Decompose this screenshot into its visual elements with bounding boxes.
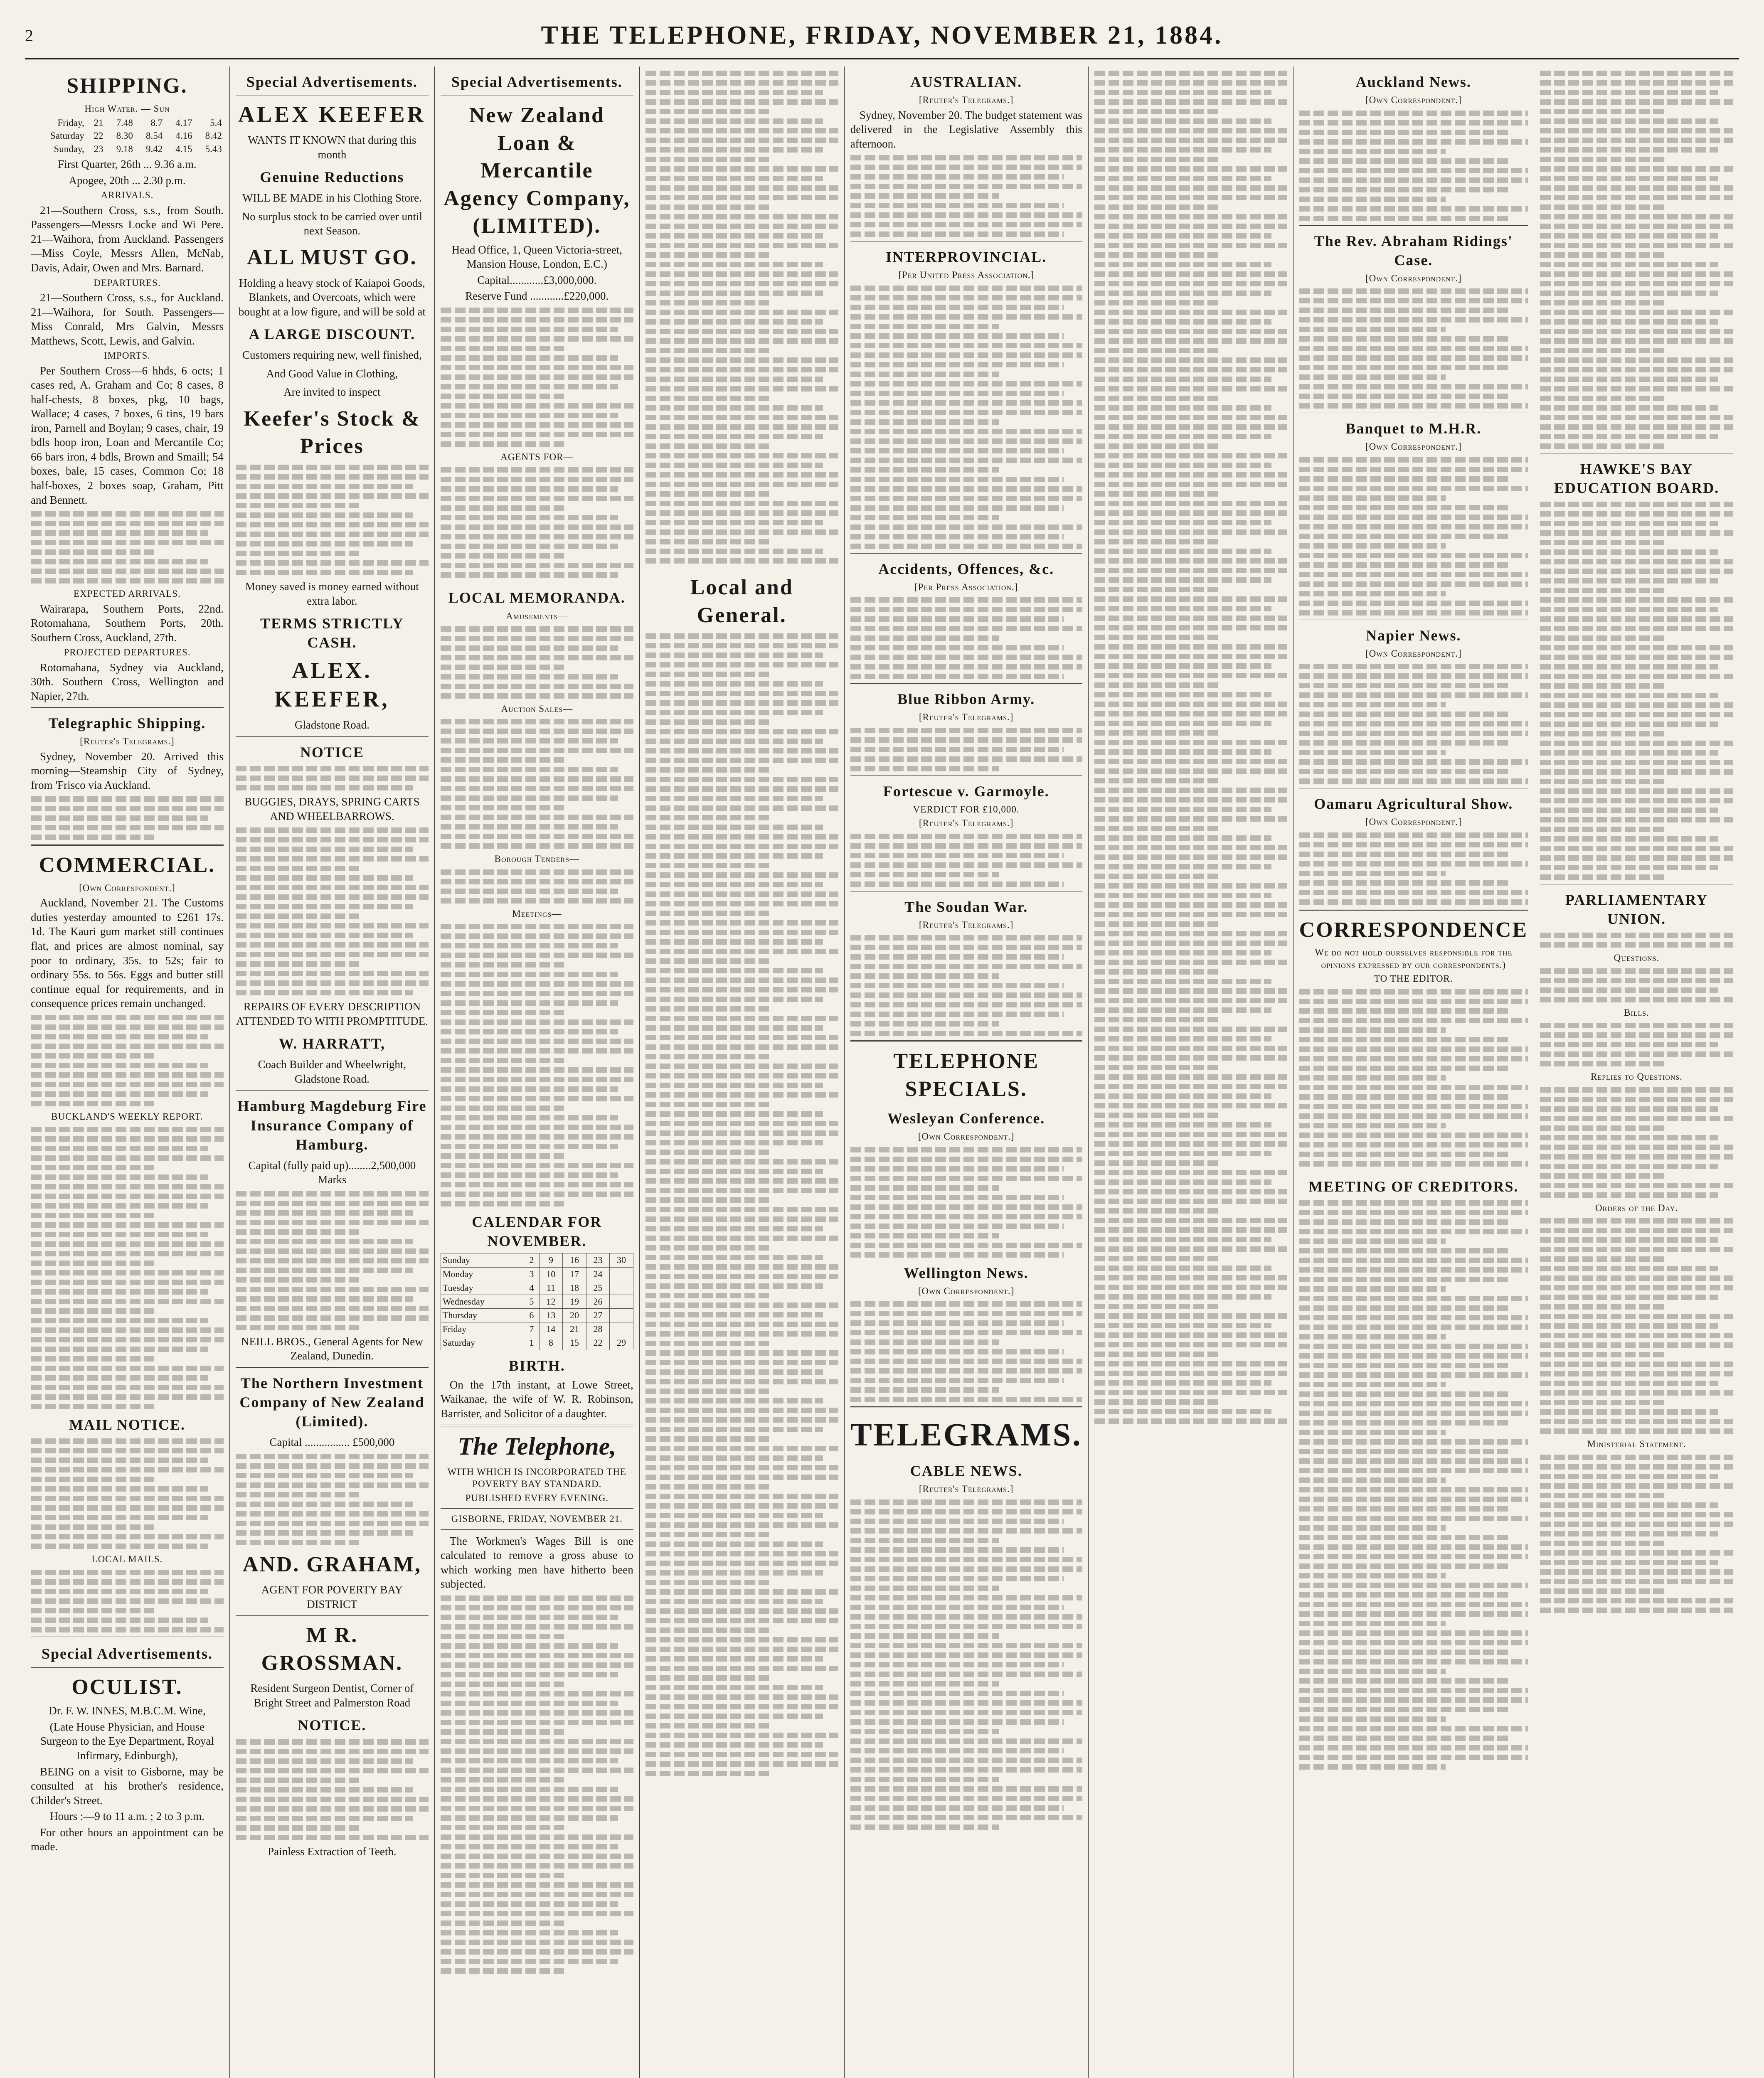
- projected-heading: PROJECTED DEPARTURES.: [64, 647, 191, 658]
- nz-loan-capital: Capital............£3,000,000.: [477, 273, 597, 286]
- cal-cell: 18: [563, 1281, 586, 1295]
- text-filler: [1540, 968, 1733, 1002]
- cal-cell: 20: [563, 1309, 586, 1322]
- tide-cell: Sunday,: [54, 143, 84, 154]
- text-filler: [1299, 989, 1528, 1167]
- cal-cell: 24: [586, 1267, 610, 1281]
- text-filler: [850, 935, 1082, 1036]
- cal-cell: 28: [586, 1322, 610, 1336]
- oculist-sub: (Late House Physician, and House Surgeon to the Eye Department, Royal Infirmary, Edinburgh),: [40, 1720, 214, 1762]
- text-filler: [441, 869, 633, 904]
- ad-line: REPAIRS OF EVERY DESCRIPTION ATTENDED TO WITH PROMPTITUDE.: [236, 1000, 428, 1027]
- source-line: [Own Correspondent.]: [1365, 95, 1462, 106]
- memo-sub: Borough Tenders—: [494, 854, 580, 864]
- cal-cell: Saturday: [441, 1336, 524, 1350]
- source-line: [Reuter's Telegrams.]: [919, 919, 1014, 930]
- text-filler: [31, 796, 224, 840]
- cal-cell: 3: [524, 1267, 539, 1281]
- text-filler: [1540, 1023, 1733, 1066]
- hamburg-heading: Hamburg Magdeburg Fire Insurance Company of Hamburg.: [237, 1098, 427, 1153]
- tide-cell: 8.7: [150, 117, 163, 128]
- correspondence-to: TO THE EDITOR.: [1374, 973, 1453, 984]
- memo-sub: Meetings—: [512, 908, 562, 919]
- source-line: [Reuter's Telegrams.]: [919, 1484, 1014, 1494]
- local-mails-heading: LOCAL MAILS.: [91, 1554, 163, 1565]
- cal-cell: 4: [524, 1281, 539, 1295]
- text-filler: [850, 728, 1082, 771]
- imports-text: Per Southern Cross—6 hhds, 6 octs; 1 cases red, A. Graham and Co; 8 cases, 8 half-chests, 8 boxes, pkg, 10 bags, Wallace; 4 cases, 7 boxes, 6 tins, 19 bars iron, Parnell and Boylan; 9 cases, chair, 19 bdls hoop iron, Loan and Mercantile Co; 66 bars iron, 4 bdls, Brown and Smaill; 54 boxes, bale, 15 cases, Common Co; 18 half-boxes, 2 boxes soap, Graham, Pitt and Bennett.: [31, 364, 224, 506]
- oamaru-heading: Oamaru Agricultural Show.: [1314, 795, 1513, 812]
- text-filler: [1299, 457, 1528, 616]
- cal-cell: 12: [539, 1295, 563, 1308]
- ad-line: Keefer's Stock & Prices: [243, 406, 421, 458]
- text-filler: [236, 766, 429, 790]
- tide-cell: 8.54: [145, 130, 163, 141]
- parliamentary-heading: PARLIAMENTARY UNION.: [1565, 891, 1708, 928]
- fortescue-verdict: VERDICT FOR £10,000.: [913, 804, 1020, 815]
- cal-cell: 22: [586, 1336, 610, 1350]
- memo-sub: Amusements—: [506, 611, 568, 621]
- article-text: Sydney, November 20. The budget statement was delivered in the Legislative Assembly this afternoon.: [850, 108, 1082, 150]
- text-filler: [31, 1127, 224, 1409]
- tide-cell: 22: [94, 130, 103, 141]
- divider: [236, 736, 429, 737]
- cal-cell: 8: [539, 1336, 563, 1350]
- cal-cell: 21: [563, 1322, 586, 1336]
- cal-cell: 27: [586, 1309, 610, 1322]
- cal-cell: 16: [563, 1253, 586, 1267]
- parl-sub: Replies to Questions.: [1591, 1071, 1683, 1082]
- moon-phase: Apogee, 20th ... 2.30 p.m.: [69, 174, 186, 187]
- column-1: [25, 66, 230, 2078]
- parl-sub: Questions.: [1614, 953, 1660, 963]
- telegraphic-shipping-heading: Telegraphic Shipping.: [48, 715, 206, 732]
- source-line: [Own Correspondent.]: [1365, 817, 1462, 827]
- text-filler: [850, 1301, 1082, 1402]
- moon-phase: First Quarter, 26th ... 9.36 a.m.: [58, 158, 197, 171]
- cal-cell: 1: [524, 1336, 539, 1350]
- text-filler: [1299, 1200, 1528, 1770]
- tide-cell: 4.16: [175, 130, 192, 141]
- source-line: [Own Correspondent.]: [918, 1131, 1015, 1142]
- cal-cell: 30: [610, 1253, 633, 1267]
- special-ads-heading: Special Advertisements.: [41, 1645, 213, 1662]
- table-row: [441, 1253, 633, 1267]
- cal-cell: 19: [563, 1295, 586, 1308]
- text-filler: [1299, 664, 1528, 784]
- text-filler: [236, 1739, 429, 1840]
- source-line: [Per United Press Association.]: [898, 270, 1035, 281]
- divider: [236, 1367, 429, 1368]
- grossman-footer: Painless Extraction of Teeth.: [268, 1845, 397, 1858]
- text-filler: [850, 286, 1082, 549]
- cal-cell: 11: [539, 1281, 563, 1295]
- cal-cell: [610, 1309, 633, 1322]
- tide-cell: 4.17: [175, 117, 192, 128]
- birth-text: On the 17th instant, at Lowe Street, Waikanae, the wife of W. R. Robinson, Barrister, and Solicitor of a daughter.: [440, 1378, 633, 1420]
- ad-line: ALL MUST GO.: [247, 246, 417, 269]
- local-memo-heading: LOCAL MEMORANDA.: [448, 589, 626, 606]
- specials-heading: TELEPHONE SPECIALS.: [893, 1049, 1039, 1101]
- ad-line: A LARGE DISCOUNT.: [249, 326, 416, 343]
- special-ads-heading: Special Advertisements.: [451, 74, 623, 90]
- local-general-heading: Local and General.: [690, 576, 793, 627]
- ad-line: TERMS STRICTLY CASH.: [260, 615, 404, 651]
- page-number: 2: [25, 26, 33, 45]
- calendar-table: [441, 1253, 633, 1350]
- oculist-text: BEING on a visit to Gisborne, may be consulted at his brother's residence, Childer's Street.: [31, 1765, 224, 1807]
- cal-cell: Sunday: [441, 1253, 524, 1267]
- oculist-heading: OCULIST.: [71, 1675, 183, 1699]
- text-filler: [441, 719, 633, 849]
- tide-cell: 7.48: [116, 117, 133, 128]
- divider: [441, 1425, 633, 1426]
- ad-line: And Good Value in Clothing,: [266, 367, 398, 380]
- soudan-heading: The Soudan War.: [904, 898, 1028, 915]
- keefer-address: Gladstone Road.: [294, 719, 370, 731]
- divider: [236, 1615, 429, 1616]
- table-row: [31, 129, 224, 142]
- abraham-heading: The Rev. Abraham Ridings' Case.: [1314, 232, 1513, 268]
- ad-line: No surplus stock to be carried over until next Season.: [241, 210, 422, 237]
- source-line: [Reuter's Telegrams.]: [80, 736, 175, 747]
- nz-loan-heading: New Zealand Loan & Mercantile Agency Company, (LIMITED).: [443, 103, 631, 238]
- ad-line: Genuine Reductions: [260, 169, 404, 186]
- text-filler: [236, 827, 429, 995]
- cal-cell: 9: [539, 1253, 563, 1267]
- tide-table: [31, 116, 224, 155]
- telegrams-heading: TELEGRAMS.: [850, 1416, 1082, 1453]
- column-5: [845, 66, 1089, 2078]
- expected-heading: EXPECTED ARRIVALS.: [74, 588, 181, 599]
- tide-caption: High Water. — Sun: [84, 103, 170, 114]
- divider: [1299, 225, 1528, 226]
- text-filler: [1540, 502, 1733, 880]
- cal-cell: Tuesday: [441, 1281, 524, 1295]
- napier-news-heading: Napier News.: [1366, 627, 1461, 644]
- departures-heading: DEPARTURES.: [94, 277, 161, 288]
- cal-cell: [610, 1281, 633, 1295]
- source-line: [Own Correspondent.]: [1365, 273, 1462, 283]
- correspondence-heading: CORRESPONDENCE: [1299, 918, 1528, 942]
- divider: [441, 1508, 633, 1509]
- divider: [850, 553, 1082, 554]
- text-filler: [645, 633, 838, 1776]
- blue-ribbon-heading: Blue Ribbon Army.: [897, 691, 1035, 708]
- column-4: [640, 66, 845, 2078]
- tide-cell: 21: [94, 117, 103, 128]
- harratt-address: Coach Builder and Wheelwright, Gladstone Road.: [258, 1058, 407, 1085]
- keefer-signature: ALEX. KEEFER,: [274, 658, 390, 712]
- auckland-news-heading: Auckland News.: [1355, 74, 1471, 90]
- hamburg-capital: Capital (fully paid up)........2,500,000 Marks: [248, 1159, 416, 1186]
- buckland-heading: BUCKLAND'S WEEKLY REPORT.: [51, 1111, 203, 1122]
- tide-cell: 4.15: [175, 143, 192, 154]
- table-row: [31, 116, 224, 129]
- text-filler: [1299, 288, 1528, 409]
- table-row: [441, 1309, 633, 1322]
- text-filler: [441, 467, 633, 578]
- ad-line: WANTS IT KNOWN that during this month: [248, 134, 416, 161]
- northern-capital: Capital ................ £500,000: [269, 1436, 395, 1449]
- wellington-heading: Wellington News.: [904, 1264, 1029, 1281]
- accidents-heading: Accidents, Offences, &c.: [878, 560, 1054, 577]
- text-filler: [850, 597, 1082, 679]
- cal-cell: 5: [524, 1295, 539, 1308]
- text-filler: [1540, 1455, 1733, 1613]
- cal-cell: 15: [563, 1336, 586, 1350]
- ad-line: Are invited to inspect: [283, 386, 381, 399]
- source-line: [Reuter's Telegrams.]: [919, 95, 1014, 106]
- arrivals-heading: ARRIVALS.: [101, 190, 154, 201]
- projected-text: Rotomahana, Sydney via Auckland, 30th. Southern Cross, Wellington and Napier, 27th.: [31, 661, 224, 702]
- tide-cell: 8.42: [205, 130, 222, 141]
- oculist-name: Dr. F. W. INNES, M.B.C.M. Wine,: [49, 1704, 206, 1717]
- text-filler: [1094, 71, 1287, 1424]
- telephone-pub: PUBLISHED EVERY EVENING.: [465, 1492, 609, 1503]
- text-filler: [1299, 832, 1528, 905]
- divider: [850, 1406, 1082, 1408]
- tide-cell: 8.30: [116, 130, 133, 141]
- grossman-name: M R. GROSSMAN.: [261, 1623, 403, 1675]
- creditors-heading: MEETING OF CREDITORS.: [1308, 1178, 1519, 1195]
- wesleyan-heading: Wesleyan Conference.: [887, 1110, 1045, 1127]
- divider: [236, 1090, 429, 1091]
- tide-cell: Friday,: [57, 117, 84, 128]
- cal-cell: Wednesday: [441, 1295, 524, 1308]
- telephone-tag: WITH WHICH IS INCORPORATED THE POVERTY BAY STANDARD.: [447, 1467, 626, 1490]
- parl-sub: Ministerial Statement.: [1587, 1439, 1686, 1450]
- table-row: [441, 1281, 633, 1295]
- tide-cell: 5.43: [205, 143, 222, 154]
- source-line: [Reuter's Telegrams.]: [919, 818, 1014, 829]
- source-line: [Per Press Association.]: [914, 581, 1018, 592]
- cal-cell: [610, 1267, 633, 1281]
- cal-cell: 29: [610, 1336, 633, 1350]
- cal-cell: 10: [539, 1267, 563, 1281]
- text-filler: [236, 1191, 429, 1330]
- cal-cell: Monday: [441, 1267, 524, 1281]
- australian-heading: AUSTRALIAN.: [910, 74, 1022, 90]
- grossman-notice: NOTICE.: [298, 1717, 367, 1734]
- memo-sub: Auction Sales—: [501, 703, 573, 714]
- tide-cell: 9.18: [116, 143, 133, 154]
- ad-line: Money saved is money earned without extra labor.: [245, 580, 419, 607]
- table-row: [441, 1322, 633, 1336]
- text-filler: [645, 71, 838, 564]
- text-filler: [441, 626, 633, 699]
- column-7: [1293, 66, 1535, 2078]
- source-line: [Own Correspondent.]: [918, 1285, 1015, 1296]
- text-filler: [850, 834, 1082, 887]
- source-line: [Reuter's Telegrams.]: [919, 712, 1014, 723]
- text-filler: [441, 924, 633, 1206]
- hamburg-agent: NEILL BROS., General Agents for New Zealand, Dunedin.: [241, 1335, 423, 1362]
- divider: [31, 707, 224, 708]
- imports-heading: IMPORTS.: [103, 350, 150, 361]
- oculist-footer: For other hours an appointment can be made.: [31, 1826, 224, 1853]
- text-filler: [1540, 1218, 1733, 1434]
- columns: [25, 66, 1739, 2078]
- hawkes-bay-heading: HAWKE'S BAY EDUCATION BOARD.: [1554, 460, 1720, 497]
- text-filler: [31, 511, 224, 584]
- column-2: [230, 66, 435, 2078]
- nz-loan-office: Head Office, 1, Queen Victoria-street, Mansion House, London, E.C.): [451, 243, 623, 271]
- telephone-dateline: GISBORNE, FRIDAY, NOVEMBER 21.: [451, 1514, 623, 1524]
- cal-cell: [610, 1295, 633, 1308]
- cal-cell: Friday: [441, 1322, 524, 1336]
- expected-text: Wairarapa, Southern Ports, 22nd. Rotomahana, Southern Ports, 20th. Southern Cross, Auckland, 27th.: [31, 602, 224, 644]
- cal-cell: 23: [586, 1253, 610, 1267]
- interprovincial-heading: INTERPROVINCIAL.: [886, 249, 1047, 266]
- graham-name: AND. GRAHAM,: [242, 1552, 422, 1576]
- northern-heading: The Northern Investment Company of New Zealand (Limited).: [239, 1374, 425, 1430]
- shipping-heading: SHIPPING.: [67, 74, 188, 98]
- cal-cell: 7: [524, 1322, 539, 1336]
- text-filler: [1540, 1087, 1733, 1198]
- cal-cell: 14: [539, 1322, 563, 1336]
- masthead: [25, 12, 1739, 59]
- tide-cell: 9.42: [145, 143, 163, 154]
- nz-loan-reserve: Reserve Fund ............£220,000.: [465, 290, 609, 303]
- masthead-title: THE TELEPHONE, FRIDAY, NOVEMBER 21, 1884.: [541, 21, 1223, 49]
- ad-line: Customers requiring new, well finished,: [242, 349, 422, 362]
- arrivals-text: 21—Southern Cross, s.s., from South. Passengers—Messrs Locke and Wi Pere. 21—Waihora, from Auckland. Passengers—Miss Coyle, Messrs Allen, McNab, Davis, Adair, Owen and Mrs. Barnard.: [31, 204, 224, 274]
- text-filler: [1540, 71, 1733, 449]
- harratt-signature: W. HARRATT,: [278, 1035, 386, 1052]
- divider: [850, 1040, 1082, 1042]
- parl-sub: Bills.: [1624, 1007, 1649, 1018]
- mail-notice-heading: MAIL NOTICE.: [69, 1416, 185, 1433]
- column-3: [435, 66, 640, 2078]
- agents-heading: AGENTS FOR—: [500, 452, 574, 462]
- commercial-heading: COMMERCIAL.: [39, 853, 216, 877]
- text-filler: [31, 1438, 224, 1549]
- source-line: [Own Correspondent.]: [79, 882, 175, 893]
- harratt-heading: NOTICE: [300, 744, 364, 761]
- oculist-hours: Hours :—9 to 11 a.m. ; 2 to 3 p.m.: [50, 1810, 204, 1823]
- fortescue-heading: Fortescue v. Garmoyle.: [883, 783, 1050, 800]
- column-6: [1089, 66, 1293, 2078]
- divider: [31, 1637, 224, 1638]
- cal-cell: 2: [524, 1253, 539, 1267]
- table-row: [441, 1336, 633, 1350]
- calendar-heading: CALENDAR FOR NOVEMBER.: [472, 1214, 602, 1250]
- article-text: Sydney, November 20. Arrived this morning—Steamship City of Sydney, from 'Frisco via Auckland.: [31, 750, 224, 791]
- tide-cell: 23: [94, 143, 103, 154]
- correspondence-note: We do not hold ourselves responsible for the opinions expressed by our correspondents.): [1315, 947, 1513, 970]
- leader-text: The Workmen's Wages Bill is one calculated to remove a gross abuse to which working men have hitherto been subjected.: [440, 1534, 633, 1591]
- divider: [1299, 909, 1528, 911]
- parl-sub: Orders of the Day.: [1595, 1202, 1678, 1213]
- text-filler: [1299, 111, 1528, 221]
- ad-line: Holding a heavy stock of Kaiapoi Goods, Blankets, and Overcoats, which were bought at a low figure, and will be sold at: [238, 276, 426, 318]
- departures-text: 21—Southern Cross, s.s., for Auckland. 21—Waihora, for South. Passengers—Miss Conrald, Mrs Galvin, Messrs Matthews, Scott, Lewis, and Galvin.: [31, 291, 224, 347]
- text-filler: [850, 1499, 1082, 1830]
- text-filler: [31, 1015, 224, 1106]
- ad-line: WILL BE MADE in his Clothing Store.: [242, 192, 422, 204]
- cable-news-heading: CABLE NEWS.: [910, 1462, 1022, 1480]
- special-ads-heading: Special Advertisements.: [246, 74, 418, 90]
- text-filler: [1540, 933, 1733, 948]
- article-text: Auckland, November 21. The Customs duties yesterday amounted to £261 17s. 1d. The Kauri gum market still continues flat, and prices are almost nominal, say poor to ordinary, 35s. to 52s; fair to ordinary 55s. to 56s. Eggs and butter still continue equal for requirements, and in consequence prices remain unchanged.: [31, 896, 224, 1010]
- cal-cell: Thursday: [441, 1309, 524, 1322]
- keefer-name: ALEX KEEFER: [238, 102, 426, 127]
- text-filler: [850, 155, 1082, 237]
- text-filler: [441, 1595, 633, 1974]
- text-filler: [236, 1454, 429, 1545]
- source-line: [Own Correspondent.]: [1365, 648, 1462, 659]
- cal-cell: 6: [524, 1309, 539, 1322]
- banquet-heading: Banquet to M.H.R.: [1345, 420, 1482, 437]
- telephone-logo: The Telephone,: [458, 1433, 616, 1460]
- graham-sub: AGENT FOR POVERTY BAY DISTRICT: [261, 1583, 403, 1610]
- table-row: [441, 1267, 633, 1281]
- birth-heading: BIRTH.: [508, 1357, 565, 1374]
- tide-cell: 5.4: [210, 117, 222, 128]
- tide-cell: Saturday: [50, 130, 84, 141]
- divider: [850, 683, 1082, 684]
- cal-cell: 17: [563, 1267, 586, 1281]
- text-filler: [850, 1147, 1082, 1258]
- column-8: [1534, 66, 1739, 2078]
- grossman-sub: Resident Surgeon Dentist, Corner of Bright Street and Palmerston Road: [250, 1682, 414, 1709]
- table-row: [31, 143, 224, 155]
- divider: [31, 1667, 224, 1668]
- source-line: [Own Correspondent.]: [1365, 441, 1462, 452]
- table-row: [441, 1295, 633, 1308]
- cal-cell: 13: [539, 1309, 563, 1322]
- cal-cell: 25: [586, 1281, 610, 1295]
- cal-cell: [610, 1322, 633, 1336]
- text-filler: [31, 1570, 224, 1632]
- text-filler: [236, 465, 429, 575]
- ad-line: BUGGIES, DRAYS, SPRING CARTS AND WHEELBARROWS.: [244, 795, 420, 822]
- divider: [441, 1529, 633, 1530]
- cal-cell: 26: [586, 1295, 610, 1308]
- text-filler: [441, 308, 633, 447]
- divider: [31, 844, 224, 846]
